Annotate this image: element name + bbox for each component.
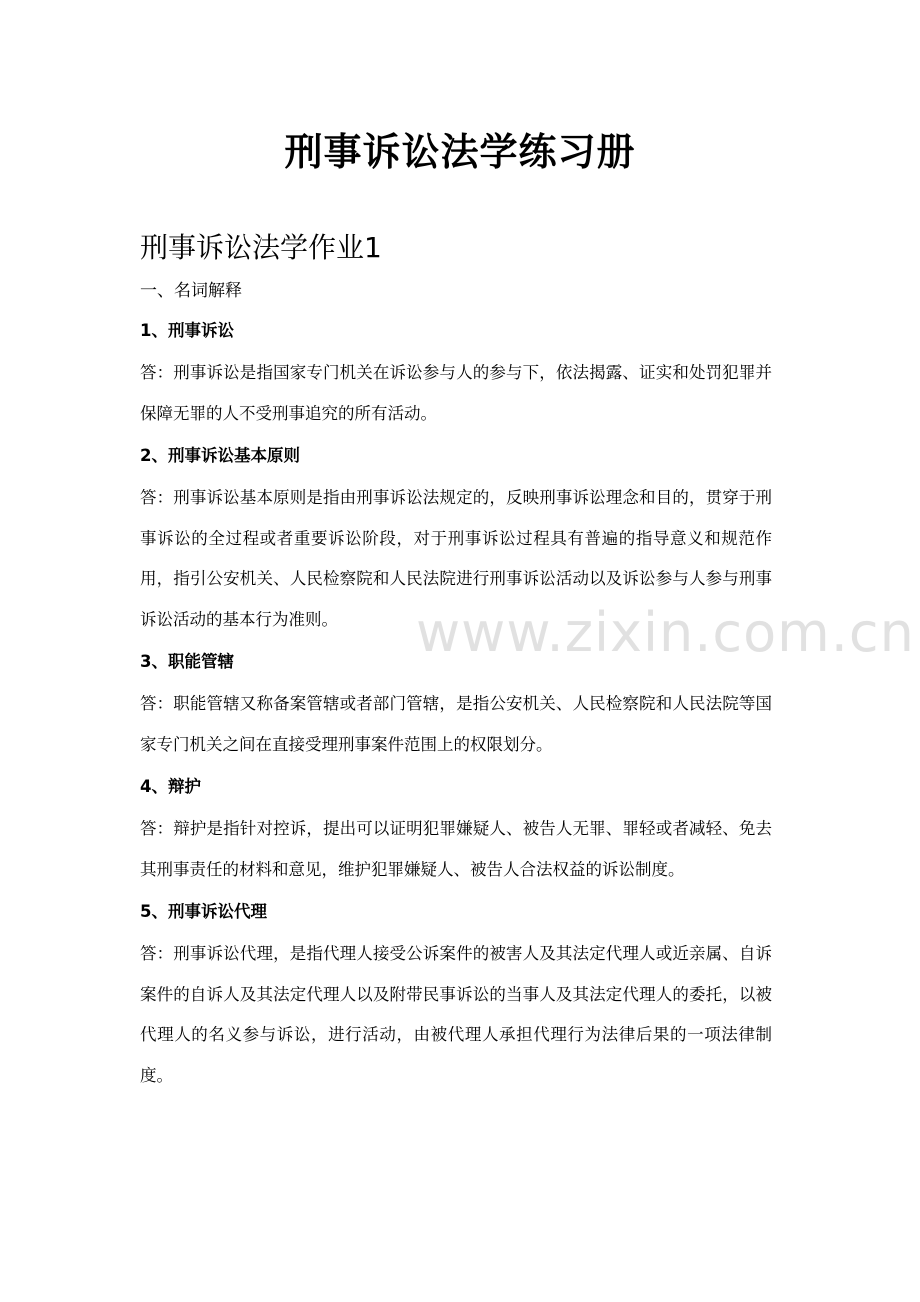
definitions-list <box>140 315 772 1102</box>
definition-item <box>140 315 772 434</box>
definition-term: 1、刑事诉讼 <box>140 321 234 340</box>
definition-item <box>140 896 772 1096</box>
definition-term: 5、刑事诉讼代理 <box>140 902 267 921</box>
section-heading: 刑事诉讼法学作业1 <box>140 231 382 264</box>
document-title: 刑事诉讼法学练习册 <box>284 130 636 174</box>
definition-answer: 答：职能管辖又称备案管辖或者部门管辖，是指公安机关、人民检察院和人民法院等国家专门机关之间在直接受理刑事案件范围上的权限划分。 <box>140 694 772 754</box>
definition-answer: 答：辩护是指针对控诉，提出可以证明犯罪嫌疑人、被告人无罪、罪轻或者减轻、免去其刑事责任的材料和意见，维护犯罪嫌疑人、被告人合法权益的诉讼制度。 <box>140 819 772 879</box>
definition-answer: 答：刑事诉讼是指国家专门机关在诉讼参与人的参与下，依法揭露、证实和处罚犯罪并保障无罪的人不受刑事追究的所有活动。 <box>140 363 772 423</box>
definition-answer: 答：刑事诉讼基本原则是指由刑事诉讼法规定的，反映刑事诉讼理念和目的，贯穿于刑事诉讼的全过程或者重要诉讼阶段，对于刑事诉讼过程具有普遍的指导意义和规范作用，指引公安机关、人民检察院和人民法院进行刑事诉讼活动以及诉讼参与人参与刑事诉讼活动的基本行为准则。 <box>140 488 772 629</box>
watermark: www.zixin.com.cn <box>416 601 915 664</box>
definition-term: 4、辩护 <box>140 777 201 796</box>
definition-term: 3、职能管辖 <box>140 652 234 671</box>
definition-item <box>140 771 772 890</box>
definition-answer: 答：刑事诉讼代理，是指代理人接受公诉案件的被害人及其法定代理人或近亲属、自诉案件的自诉人及其法定代理人以及附带民事诉讼的当事人及其法定代理人的委托，以被代理人的名义参与诉讼，进行活动，由被代理人承担代理行为法律后果的一项法律制度。 <box>140 944 772 1085</box>
definition-term: 2、刑事诉讼基本原则 <box>140 446 300 465</box>
part-heading: 一、名词解释 <box>140 281 242 301</box>
